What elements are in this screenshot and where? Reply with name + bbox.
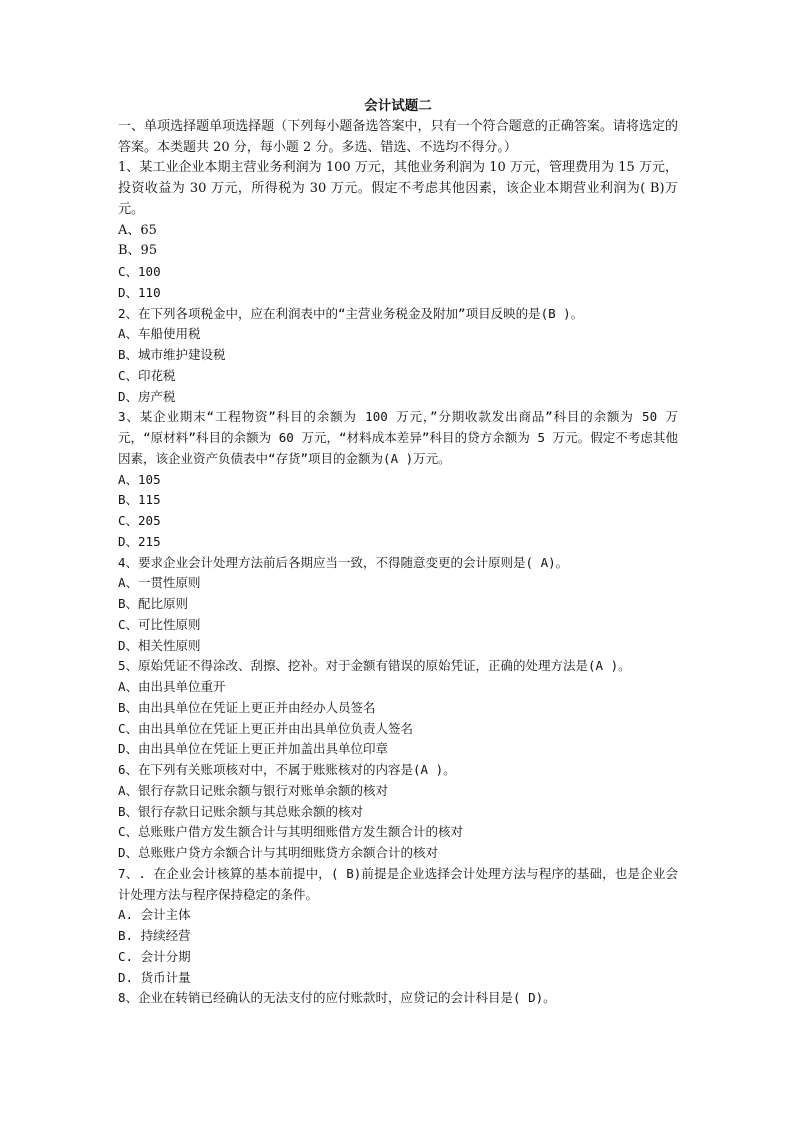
question-1 — [118, 158, 678, 303]
question-stem: 3、某企业期末“工程物资”科目的余额为 100 万元，”分期收款发出商品”科目的余额为 50 万元，“原材料”科目的余额为 60 万元，“材料成本差异”科目的贷方余额为 5 万元。假定不考虑其他因素，该企业资产负债表中“存货”项目的金额为(A )万元。 — [118, 409, 678, 466]
option-b: B. 持续经营 — [118, 928, 191, 943]
question-5 — [118, 656, 678, 760]
question-stem: 8、企业在转销已经确认的无法支付的应付账款时，应贷记的会计科目是( D)。 — [118, 990, 556, 1006]
option-a: A、车船使用税 — [118, 326, 201, 342]
option-a: A、由出具单位重开 — [118, 679, 226, 694]
option-c: C、印花税 — [118, 367, 176, 383]
option-d: D、由出具单位在凭证上更正并加盖出具单位印章 — [118, 741, 389, 757]
option-b: B、城市维护建设税 — [118, 347, 226, 362]
option-c: C. 会计分期 — [118, 948, 191, 964]
question-stem: 6、在下列有关账项核对中，不属于账账核对的内容是(A )。 — [118, 762, 456, 777]
question-2 — [118, 304, 678, 408]
option-a: A、105 — [118, 471, 161, 487]
option-b: B、115 — [118, 492, 161, 508]
option-a: A、65 — [118, 222, 157, 238]
question-stem: 2、在下列各项税金中，应在利润表中的“主营业务税金及附加”项目反映的是(B )。 — [118, 305, 584, 321]
document-page — [118, 96, 678, 1009]
question-stem: 5、原始凭证不得涂改、刮擦、挖补。对于金额有错误的原始凭证，正确的处理方法是(A )。 — [118, 658, 631, 674]
question-8 — [118, 988, 678, 1009]
option-d: D、110 — [118, 284, 161, 300]
question-3 — [118, 407, 678, 552]
option-a: A、银行存款日记账余额与银行对账单余额的核对 — [118, 782, 389, 798]
option-c: C、205 — [118, 513, 161, 528]
document-title: 会计试题二 — [364, 98, 432, 114]
question-stem: 4、要求企业会计处理方法前后各期应当一致，不得随意变更的会计原则是( A)。 — [118, 554, 569, 570]
option-b: B、银行存款日记账余额与其总账余额的核对 — [118, 803, 364, 819]
option-d: D、215 — [118, 533, 161, 549]
option-d: D. 货币计量 — [118, 969, 191, 985]
option-a: A. 会计主体 — [118, 907, 191, 923]
option-b: B、由出具单位在凭证上更正并由经办人员签名 — [118, 699, 376, 715]
question-6 — [118, 760, 678, 864]
option-c: C、100 — [118, 264, 161, 279]
question-stem: 7、. 在企业会计核算的基本前提中，( B)前提是企业选择会计处理方法与程序的基础，也是企业会计处理方法与程序保持稳定的条件。 — [118, 865, 678, 902]
option-b: B、配比原则 — [118, 596, 189, 611]
option-d: D、房产税 — [118, 388, 176, 404]
option-d: D、总账账户贷方余额合计与其明细账贷方余额合计的核对 — [118, 845, 439, 860]
option-c: C、由出具单位在凭证上更正并由出具单位负责人签名 — [118, 720, 414, 736]
option-c: C、可比性原则 — [118, 616, 201, 632]
option-d: D、相关性原则 — [118, 637, 201, 653]
option-c: C、总账账户借方发生额合计与其明细账借方发生额合计的核对 — [118, 824, 464, 840]
option-a: A、一贯性原则 — [118, 575, 201, 591]
option-b: B、95 — [118, 243, 158, 259]
question-stem: 1、某工业企业本期主营业务利润为 100 万元，其他业务利润为 10 万元，管理费用为 15 万元，投资收益为 30 万元，所得税为 30 万元。假定不考虑其他因素，该企业本期营业利润为( B)万元。 — [118, 160, 678, 217]
section-heading: 一、单项选择题单项选择题（下列每小题备选答案中，只有一个符合题意的正确答案。请将选定的答案。本类题共 20 分，每小题 2 分。多选、错选、不选均不得分。） — [118, 118, 678, 155]
question-7 — [118, 864, 678, 989]
question-4 — [118, 553, 678, 657]
